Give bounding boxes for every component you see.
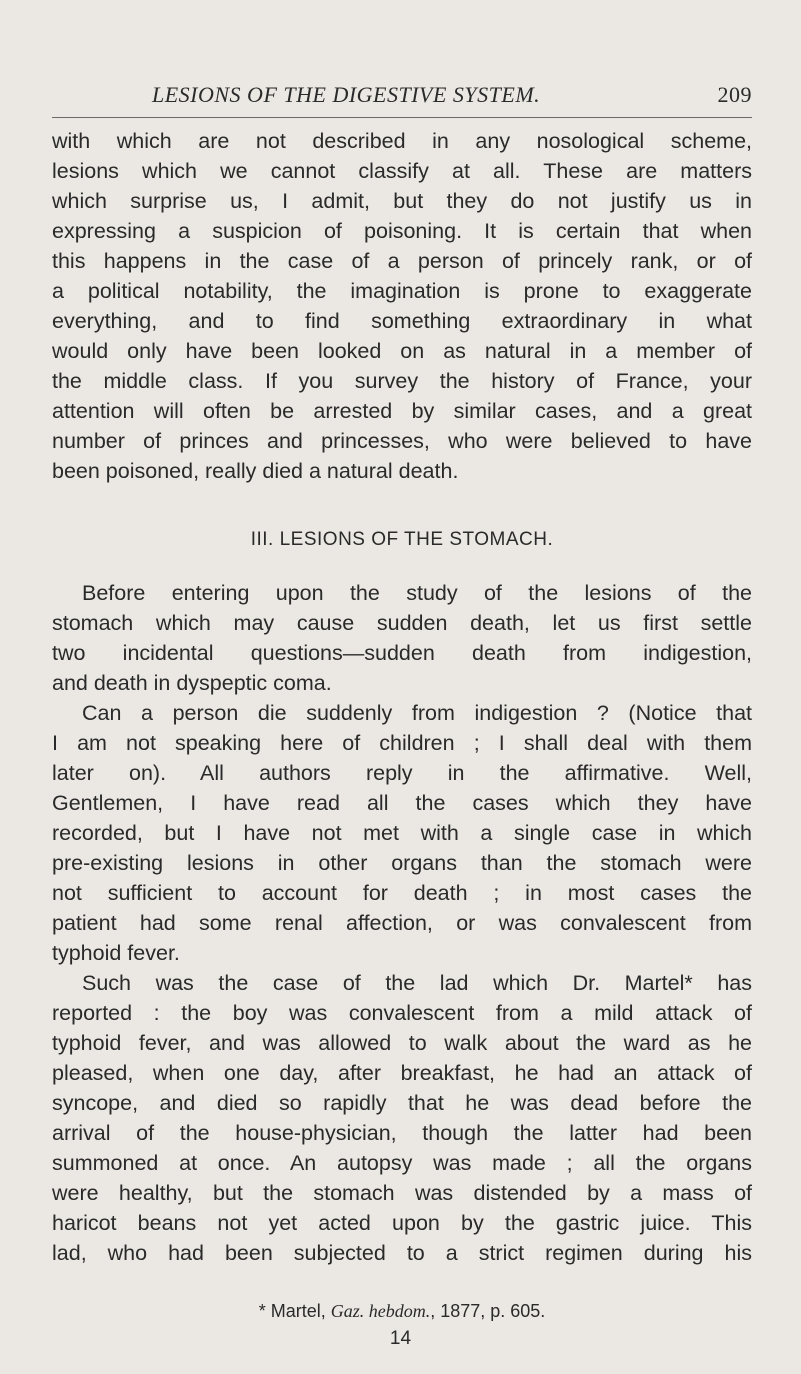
body-line: this happens in the case of a person of princely rank, or of	[52, 249, 752, 273]
body-line: syncope, and died so rapidly that he was dead before the	[52, 1091, 752, 1115]
section-heading: III. LESIONS OF THE STOMACH.	[250, 529, 554, 550]
body-line: Can a person die suddenly from indigestion ? (Notice that	[82, 701, 752, 725]
body-line: recorded, but I have not met with a single case in which	[52, 821, 752, 845]
body-line: not sufficient to account for death ; in most cases the	[52, 881, 752, 905]
body-line: everything, and to find something extraordinary in what	[52, 309, 752, 333]
body-line: two incidental questions—sudden death from indigestion,	[52, 641, 752, 665]
body-line: were healthy, but the stomach was distended by a mass of	[52, 1181, 752, 1205]
footnote-author: * Martel,	[258, 1301, 331, 1321]
footnote	[52, 1298, 752, 1324]
body-line: lesions which we cannot classify at all. These are matters	[52, 159, 752, 183]
body-line: number of princes and princesses, who were believed to have	[52, 429, 752, 453]
body-line: reported : the boy was convalescent from a mild attack of	[52, 1001, 752, 1025]
body-line: typhoid fever.	[52, 941, 180, 965]
body-line: pre-existing lesions in other organs than the stomach were	[52, 851, 752, 875]
body-line: and death in dyspeptic coma.	[52, 671, 332, 695]
header-rule	[52, 117, 752, 118]
body-line: a political notability, the imagination is prone to exaggerate	[52, 279, 752, 303]
running-head	[52, 82, 752, 116]
body-line: later on). All authors reply in the affirmative. Well,	[52, 761, 752, 785]
body-line: pleased, when one day, after breakfast, he had an attack of	[52, 1061, 752, 1085]
body-line: haricot beans not yet acted upon by the gastric juice. This	[52, 1211, 752, 1235]
body-line: been poisoned, really died a natural death.	[52, 459, 459, 483]
body-line: attention will often be arrested by similar cases, and a great	[52, 399, 752, 423]
body-line: summoned at once. An autopsy was made ; all the organs	[52, 1151, 752, 1175]
body-line: would only have been looked on as natural in a member of	[52, 339, 752, 363]
body-line: arrival of the house-physician, though the latter had been	[52, 1121, 752, 1145]
page-number: 209	[717, 82, 752, 107]
footnote-journal: Gaz. hebdom.	[330, 1301, 431, 1321]
body-line: lad, who had been subjected to a strict regimen during his	[52, 1241, 752, 1265]
signature-mark: 14	[389, 1328, 412, 1349]
body-line: I am not speaking here of children ; I shall deal with them	[52, 731, 752, 755]
body-line: Before entering upon the study of the lesions of the	[82, 581, 752, 605]
body-line: with which are not described in any nosological scheme,	[52, 129, 752, 153]
body-line: Gentlemen, I have read all the cases which they have	[52, 791, 752, 815]
body-line: expressing a suspicion of poisoning. It is certain that when	[52, 219, 752, 243]
footnote-citation: , 1877, p. 605.	[430, 1301, 546, 1321]
body-line: which surprise us, I admit, but they do not justify us in	[52, 189, 752, 213]
body-line: stomach which may cause sudden death, let us first settle	[52, 611, 752, 635]
body-line: the middle class. If you survey the history of France, your	[52, 369, 752, 393]
body-line: patient had some renal affection, or was convalescent from	[52, 911, 752, 935]
running-title: LESIONS OF THE DIGESTIVE SYSTEM.	[152, 82, 541, 107]
body-line: Such was the case of the lad which Dr. Martel* has	[82, 971, 752, 995]
body-line: typhoid fever, and was allowed to walk about the ward as he	[52, 1031, 752, 1055]
